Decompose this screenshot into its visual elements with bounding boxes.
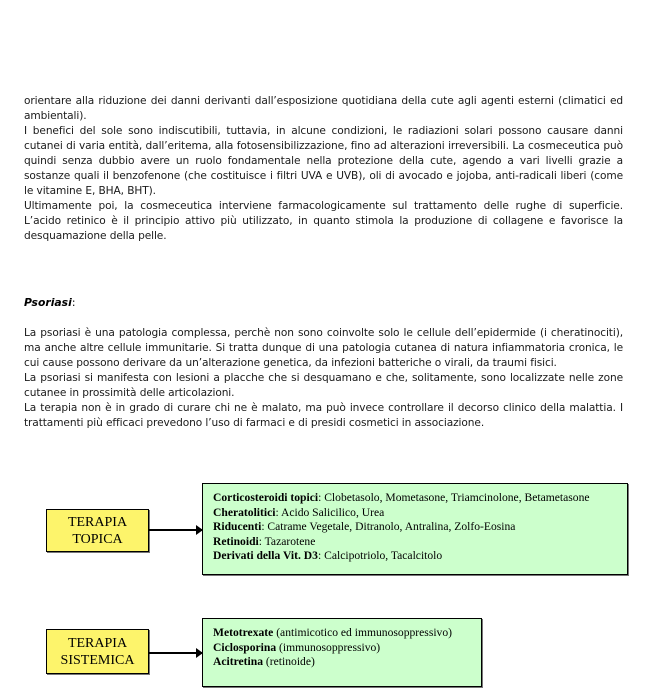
psoriasi-heading [24,296,75,309]
sistemica-item-term: Ciclosporina [213,640,277,654]
terapia-sistemica-line1: TERAPIA [67,635,128,651]
sistemica-item-term: Acitretina [213,655,264,669]
intro-paragraph-2: I benefici del sole sono indiscutibili, tuttavia, in alcune condizioni, le radiazioni solari possono causare danni cutanei di varia entità, dall’eritema, alla fotosensibilizzazione, fino ad alterazioni irreversibili. La cosmeceutica può quindi senza dubbio avere un ruolo fondamentale nella protezione della cute, agendo a vari livelli grazie a sostanze quali il benzofenone (che costituisce i filtri UVA e UVB), oli di avocado e jojoba, anti-radicali liberi (come le vitamine E, BHA, BHT). [24,125,623,197]
sistemica-item-desc: (antimicotico ed immunosoppressivo) [273,626,453,639]
sistemica-item-term: Metotrexate [213,626,274,639]
terapia-topica-line1: TERAPIA [67,514,128,530]
topica-item [213,520,617,535]
topica-treatments-box [202,483,628,575]
terapia-sistemica-box [46,629,149,674]
sistemica-arrow-icon [149,652,202,654]
sistemica-item-desc: (retinoide) [263,655,315,669]
topica-item-desc: : Acido Salicilico, Urea [275,505,385,519]
topica-item-term: Derivati della Vit. D3 [213,549,318,563]
topica-item-term: Retinoidi [213,534,259,548]
topica-item [213,491,617,506]
psoriasi-paragraph-3: La terapia non è in grado di curare chi ne è malato, ma può invece controllare il decorso clinico della malattia. I trattamenti più efficaci prevedono l’uso di farmaci e di presidi cosmetici in associazione. [24,402,623,429]
sistemica-item [213,626,471,641]
psoriasi-text [24,326,623,431]
intro-paragraph-1: orientare alla riduzione dei danni derivanti dall’esposizione quotidiana della cute agli agenti esterni (climatici ed ambientali). [24,95,623,122]
topica-item [213,535,617,550]
topica-item-desc: : Tazarotene [258,534,316,548]
terapia-topica-line2: TOPICA [72,531,123,547]
topica-item [213,549,617,564]
topica-arrow-icon [149,529,202,531]
sistemica-item [213,641,471,656]
psoriasi-paragraph-2: La psoriasi si manifesta con lesioni a placche che si desquamano e che, solitamente, sono localizzate nelle zone cutanee in prossimità delle articolazioni. [24,372,623,399]
psoriasi-paragraph-1: La psoriasi è una patologia complessa, perchè non sono coinvolte solo le cellule dell’epidermide (i cheratinociti), ma anche altre cellule immunitarie. Si tratta dunque di una patologia cutanea di natura infiammatoria cronica, le cui cause possono derivare da un’alterazione genetica, da infezioni batteriche o virali, da traumi fisici. [24,327,623,369]
sistemica-treatments-box [202,618,482,687]
terapia-topica-box [46,509,149,552]
terapia-sistemica-line2: SISTEMICA [60,652,135,668]
topica-item-term: Corticosteroidi topici [213,491,319,504]
sistemica-item [213,655,471,670]
topica-item-desc: : Calcipotriolo, Tacalcitolo [317,549,443,563]
topica-item-term: Riducenti [213,520,262,534]
topica-item-term: Cheratolitici [213,505,276,519]
intro-paragraph-3: Ultimamente poi, la cosmeceutica interviene farmacologicamente sul trattamento delle rughe di superficie. L’acido retinico è il principio attivo più utilizzato, in quanto stimola la produzione di collagene e favorisce la desquamazione della pelle. [24,200,623,242]
topica-item-desc: : Catrame Vegetale, Ditranolo, Antralina, Zolfo-Eosina [261,520,516,534]
topica-item-desc: : Clobetasolo, Mometasone, Triamcinolone, Betametasone [318,491,590,504]
intro-text [24,94,623,244]
topica-item [213,506,617,521]
psoriasi-heading-text: Psoriasi [24,296,72,309]
psoriasi-heading-colon: : [71,296,76,309]
sistemica-item-desc: (immunosoppressivo) [276,640,381,654]
